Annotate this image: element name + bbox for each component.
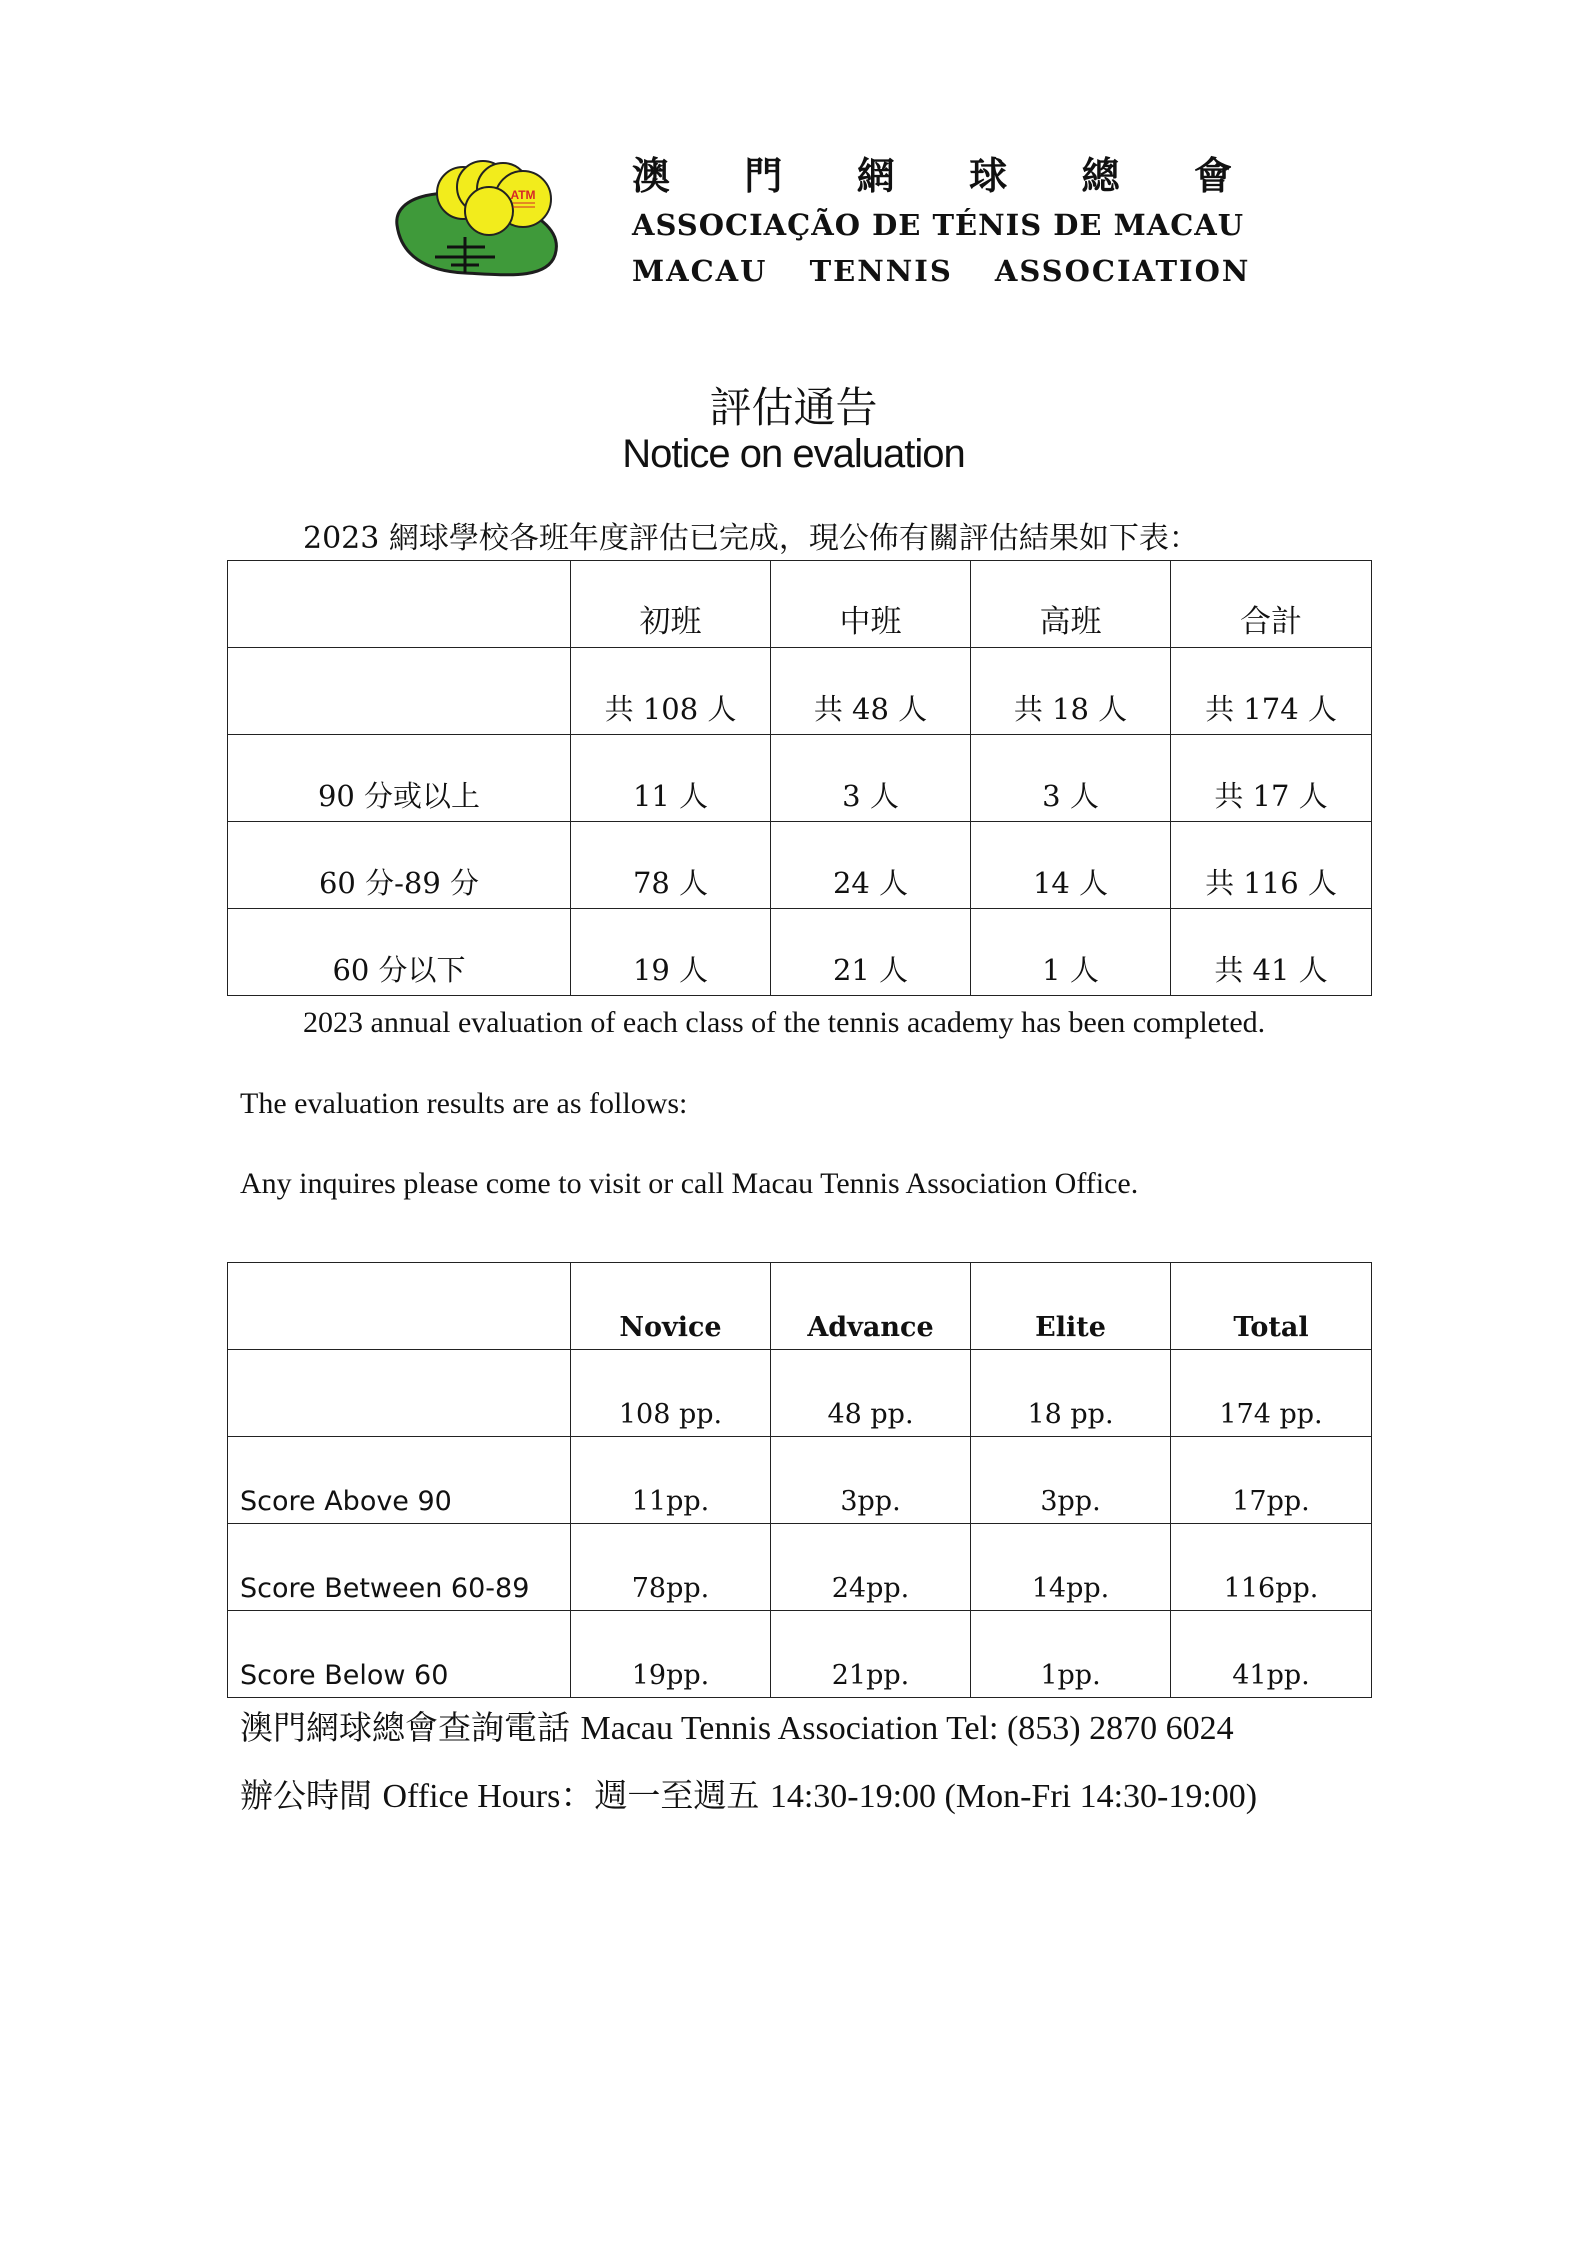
table-cell: 1 人: [971, 909, 1171, 996]
table-cell: [228, 561, 571, 648]
table-cell: 合計: [1171, 561, 1372, 648]
page-title-en: Notice on evaluation: [622, 432, 965, 476]
table-row: [228, 822, 1372, 909]
table-cell: 11 人: [571, 735, 771, 822]
contact-telephone: [240, 1702, 1234, 1749]
table-row: [228, 1611, 1372, 1698]
table-row: [228, 1350, 1372, 1437]
hours-label-zh: 辦公時間: [240, 1776, 372, 1815]
intro-text-zh: 2023 網球學校各班年度評估已完成，現公佈有關評估結果如下表：: [303, 521, 1199, 556]
table-cell: 共 48 人: [771, 648, 971, 735]
table-row: [228, 1437, 1372, 1524]
table-cell: 17pp.: [1171, 1437, 1372, 1524]
org-name-zh-char: 會: [1193, 154, 1232, 198]
hours-label-en: Office Hours：: [382, 1778, 595, 1815]
table-cell: 中班: [771, 561, 971, 648]
logo-text: ATM: [510, 188, 536, 202]
table-cell: 11pp.: [571, 1437, 771, 1524]
table-row: [228, 735, 1372, 822]
table-row: [228, 648, 1372, 735]
tel-label-zh: 澳門網球總會查詢電話: [240, 1708, 570, 1747]
table-cell: 48 pp.: [771, 1350, 971, 1437]
org-name-zh-char: 澳: [632, 154, 671, 198]
table-cell: 共 41 人: [1171, 909, 1372, 996]
table-cell: 19pp.: [571, 1611, 771, 1698]
table-cell: 18 pp.: [971, 1350, 1171, 1437]
table-cell: 78pp.: [571, 1524, 771, 1611]
table-cell: Score Below 60: [228, 1611, 571, 1698]
table-cell: 116pp.: [1171, 1524, 1372, 1611]
table-header-row: [228, 1263, 1372, 1350]
table-cell: 24pp.: [771, 1524, 971, 1611]
org-name-pt: ASSOCIAÇÃO DE TÉNIS DE MACAU: [632, 208, 1245, 242]
table-cell: 19 人: [571, 909, 771, 996]
contact-office-hours: [240, 1768, 1257, 1817]
table-cell: 41pp.: [1171, 1611, 1372, 1698]
table-header-row: [228, 561, 1372, 648]
table-cell: 1pp.: [971, 1611, 1171, 1698]
table-cell: 174 pp.: [1171, 1350, 1372, 1437]
table-row: [228, 909, 1372, 996]
table-cell: 108 pp.: [571, 1350, 771, 1437]
results-table-en: [227, 1262, 1372, 1698]
table-cell: Advance: [771, 1263, 971, 1350]
table-cell: 高班: [971, 561, 1171, 648]
org-name-zh-char: 網: [856, 154, 895, 198]
table-cell: Elite: [971, 1263, 1171, 1350]
page-title-zh: 評估通告: [709, 383, 878, 432]
macau-tennis-association-logo: [385, 155, 565, 285]
table-cell: 共 116 人: [1171, 822, 1372, 909]
paragraph-inquiries: Any inquires please come to visit or call Macau Tennis Association Office.: [240, 1167, 1139, 1200]
tel-text-en: Macau Tennis Association Tel: (853) 2870 6024: [580, 1710, 1234, 1747]
table-cell: 78 人: [571, 822, 771, 909]
table-row: [228, 1524, 1372, 1611]
table-cell: Score Above 90: [228, 1437, 571, 1524]
table-cell: 24 人: [771, 822, 971, 909]
org-name-zh-char: 球: [969, 154, 1008, 198]
table-cell: Score Between 60-89: [228, 1524, 571, 1611]
table-cell: 初班: [571, 561, 771, 648]
org-name-en: MACAU TENNIS ASSOCIATION: [632, 254, 1251, 288]
table-cell: 3 人: [771, 735, 971, 822]
hours-days-zh: 週一至週五: [594, 1776, 760, 1815]
table-cell: 共 17 人: [1171, 735, 1372, 822]
results-table-zh: [227, 560, 1372, 996]
table-cell: 21pp.: [771, 1611, 971, 1698]
table-cell: [228, 1263, 571, 1350]
table-cell: Novice: [571, 1263, 771, 1350]
table-cell: 21 人: [771, 909, 971, 996]
table-cell: [228, 1350, 571, 1437]
org-name-zh: [632, 150, 1232, 202]
table-cell: 14 人: [971, 822, 1171, 909]
paragraph-completed: 2023 annual evaluation of each class of the tennis academy has been completed.: [303, 1006, 1266, 1039]
table-cell: 60 分以下: [228, 909, 571, 996]
table-cell: 60 分-89 分: [228, 822, 571, 909]
org-name-zh-char: 總: [1081, 154, 1120, 198]
table-cell: 3 人: [971, 735, 1171, 822]
paragraph-results: The evaluation results are as follows:: [240, 1087, 688, 1120]
table-cell: 3pp.: [771, 1437, 971, 1524]
organization-names: [632, 150, 1251, 294]
table-cell: 共 174 人: [1171, 648, 1372, 735]
table-cell: 3pp.: [971, 1437, 1171, 1524]
table-cell: Total: [1171, 1263, 1372, 1350]
hours-value: 14:30-19:00 (Mon-Fri 14:30-19:00): [769, 1778, 1258, 1815]
table-cell: 90 分或以上: [228, 735, 571, 822]
table-cell: 14pp.: [971, 1524, 1171, 1611]
table-cell: [228, 648, 571, 735]
table-cell: 共 18 人: [971, 648, 1171, 735]
org-name-zh-char: 門: [744, 154, 783, 198]
table-cell: 共 108 人: [571, 648, 771, 735]
